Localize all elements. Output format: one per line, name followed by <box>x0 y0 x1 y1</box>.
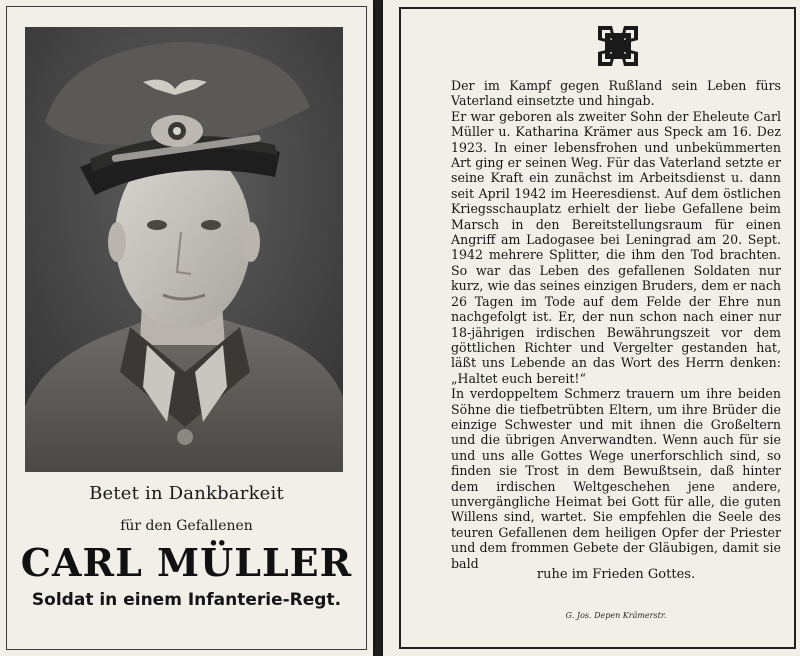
fallen-name: CARL MÜLLER <box>20 540 353 585</box>
biography-paragraph: Er war geboren als zweiter Sohn der Eheleute Carl Müller u. Katharina Krämer aus Speck am 16. Dez 1923. In einer lebensfrohen und unbekümmerten Art ging er seinen Weg. Für das Vaterland setzte er seine Kraft ein zunächst im Arbeitsdienst u. dann seit April 1942 im Heeresdienst. Auf dem östlichen Kriegsschauplatz erhielt der liebe Gefallene beim Marsch in den Bereitstellungsraum für einen Angriff am Ladogasee bei Leningrad am 20. Sept. 1942 mehrere Splitter, die ihm den Tod brachten. So war das Leben des gefallenen Soldaten nur kurz, wie das seines einzigen Bruders, dem er nach 26 Tagen im Tode auf dem Felde der Ehre nun nachgefolgt ist. Er, der nun schon nach einer nur 18-jährigen irdischen Bewährungszeit vor dem göttlichen Richter und Vergelter gestanden hat, läßt uns Lebende an das Wort des Herrn denken: „Haltet euch bereit!“ <box>451 108 781 386</box>
obituary-text <box>451 78 781 571</box>
pray-line: Betet in Dankbarkeit <box>89 483 284 504</box>
soldier-portrait-photo <box>25 27 343 472</box>
iron-cross-icon <box>594 22 642 70</box>
printer-imprint: G. Jos. Depen Krämerstr. <box>565 611 667 620</box>
mourning-paragraph: In verdoppeltem Schmerz trauern um ihre beiden Söhne die tiefbetrübten Eltern, um ihre Brüder die einzige Schwester und mit ihnen die Großeltern und die übrigen Anverwandten. Wenn auch für sie und uns alle Gottes Wege unerforschlich sind, so finden sie Trost in dem Bewußtsein, daß hinter dem irdischen Weltgeschehen jene andere, unvergängliche Heimat bei Gott für alle, die guten Willens sind, wartet. Sie empfehlen die Seele des teuren Gefallenen dem heiligen Opfer der Priester und dem frommen Gebete der Gläubigen, damit sie bald <box>451 386 781 571</box>
closing-line: ruhe im Frieden Gottes. <box>536 567 696 582</box>
rank-line: Soldat in einem Infanterie-Regt. <box>31 590 342 610</box>
intro-paragraph: Der im Kampf gegen Rußland sein Leben fürs Vaterland einsetzte und hingab. <box>451 78 781 109</box>
for-the-fallen-line: für den Gefallenen <box>120 518 253 534</box>
